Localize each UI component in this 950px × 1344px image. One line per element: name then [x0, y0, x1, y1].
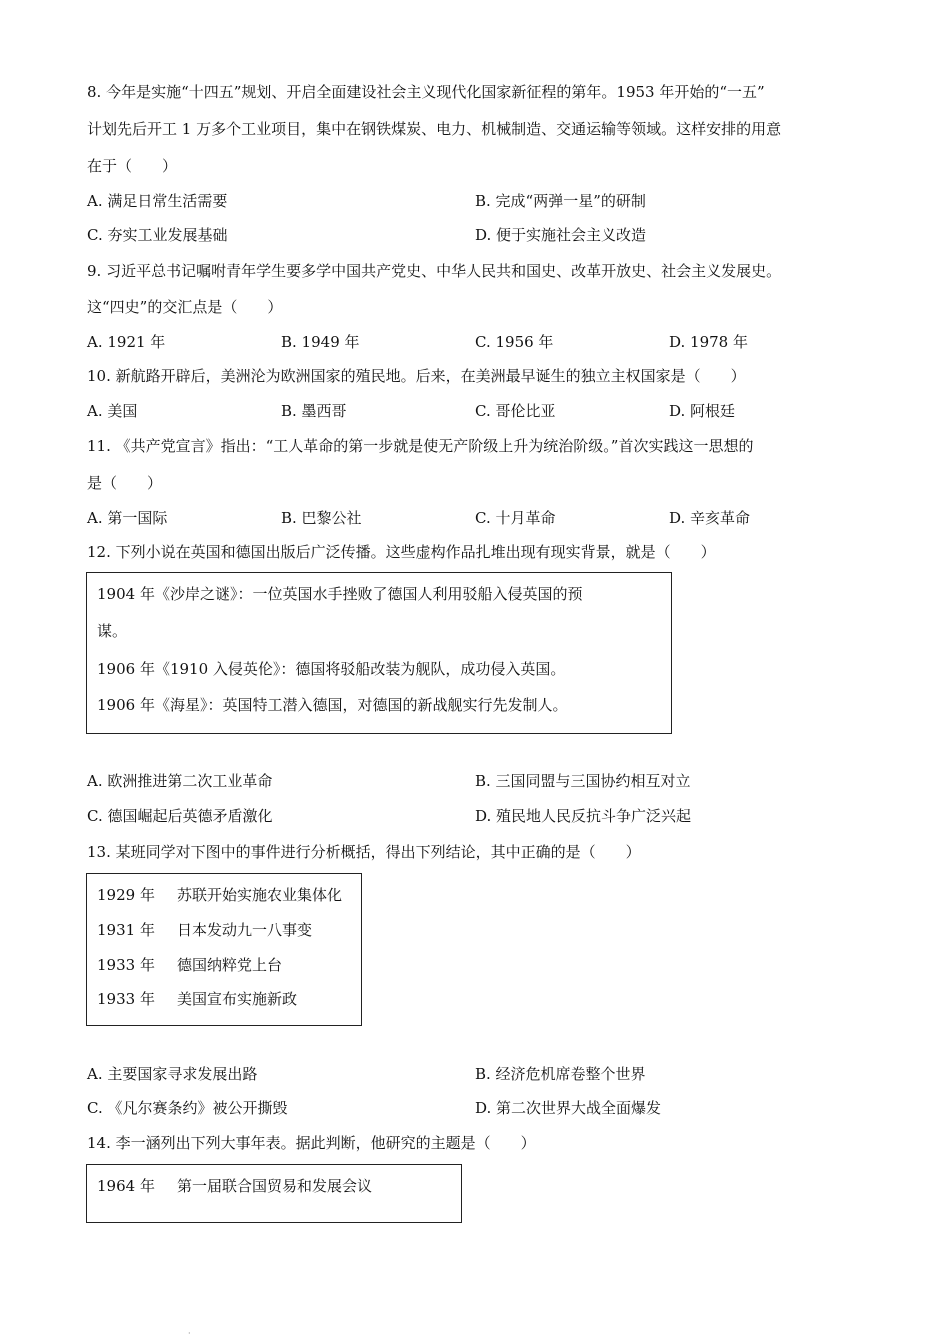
- q12-box-line2: 谋。: [97, 622, 128, 640]
- q12-stem-line1: 12. 下列小说在英国和德国出版后广泛传播。这些虚构作品扎堆出现有现实背景，就是（ ）: [87, 543, 716, 561]
- q8-stem-line3: 在于（ ）: [87, 157, 178, 175]
- q8-stem-line1: 8. 今年是实施“十四五”规划、开启全面建设社会主义现代化国家新征程的第年。1953 年开始的“一五”: [87, 83, 765, 101]
- q9-option-d: D. 1978 年: [669, 333, 748, 351]
- q8-option-a: A. 满足日常生活需要: [87, 192, 228, 210]
- q13-box-row: 1933 年 美国宣布实施新政: [97, 990, 297, 1008]
- q13-option-b: B. 经济危机席卷整个世界: [475, 1065, 646, 1083]
- q13-stem-line1: 13. 某班同学对下图中的事件进行分析概括，得出下列结论，其中正确的是（ ）: [87, 843, 641, 861]
- q13-option-c: C. 《凡尔赛条约》被公开撕毁: [87, 1099, 288, 1117]
- q9-stem-line1: 9. 习近平总书记嘱咐青年学生要多学中国共产党史、中华人民共和国史、改革开放史、社会主义发展史。: [87, 262, 782, 280]
- q10-option-d: D. 阿根廷: [669, 402, 736, 420]
- q12-box-line4: 1906 年《海星》：英国特工潜入德国，对德国的新战舰实行先发制人。: [97, 696, 568, 714]
- q8-option-c: C. 夯实工业发展基础: [87, 226, 228, 244]
- q13-event-box: [86, 873, 362, 1026]
- q9-option-c: C. 1956 年: [475, 333, 554, 351]
- q9-option-a: A. 1921 年: [87, 333, 166, 351]
- q8-option-b: B. 完成“两弹一星”的研制: [475, 192, 646, 210]
- footer-mark: ·: [188, 1329, 191, 1338]
- q12-option-b: B. 三国同盟与三国协约相互对立: [475, 772, 691, 790]
- q14-event-box: [86, 1164, 462, 1223]
- q11-stem-line2: 是（ ）: [87, 474, 163, 492]
- q12-option-d: D. 殖民地人民反抗斗争广泛兴起: [475, 807, 692, 825]
- q11-option-d: D. 辛亥革命: [669, 509, 751, 527]
- q13-option-d: D. 第二次世界大战全面爆发: [475, 1099, 662, 1117]
- q13-box-row: 1931 年 日本发动九一八事变: [97, 921, 312, 939]
- q11-option-a: A. 第一国际: [87, 509, 168, 527]
- q8-option-d: D. 便于实施社会主义改造: [475, 226, 647, 244]
- q13-option-a: A. 主要国家寻求发展出路: [87, 1065, 258, 1083]
- q10-option-a: A. 美国: [87, 402, 138, 420]
- q13-box-row: 1933 年 德国纳粹党上台: [97, 956, 282, 974]
- q14-stem-line1: 14. 李一涵列出下列大事年表。据此判断，他研究的主题是（ ）: [87, 1134, 536, 1152]
- q12-option-a: A. 欧洲推进第二次工业革命: [87, 772, 273, 790]
- q12-box-line3: 1906 年《1910 入侵英伦》：德国将驳船改装为舰队，成功侵入英国。: [97, 660, 566, 678]
- q11-stem-line1: 11. 《共产党宣言》指出：“工人革命的第一步就是使无产阶级上升为统治阶级。”首次实践这一思想的: [87, 437, 754, 455]
- q11-option-c: C. 十月革命: [475, 509, 556, 527]
- q12-box-line1: 1904 年《沙岸之谜》：一位英国水手挫败了德国人利用驳船入侵英国的预: [97, 585, 583, 603]
- q10-option-c: C. 哥伦比亚: [475, 402, 556, 420]
- q10-stem-line1: 10. 新航路开辟后，美洲沦为欧洲国家的殖民地。后来，在美洲最早诞生的独立主权国家是（ ）: [87, 367, 746, 385]
- q10-option-b: B. 墨西哥: [281, 402, 347, 420]
- q13-box-row: 1929 年 苏联开始实施农业集体化: [97, 886, 342, 904]
- q9-option-b: B. 1949 年: [281, 333, 360, 351]
- q12-novel-box: [86, 572, 672, 734]
- q9-stem-line2: 这“四史”的交汇点是（ ）: [87, 298, 283, 316]
- q14-box-row: 1964 年 第一届联合国贸易和发展会议: [97, 1177, 372, 1195]
- q8-stem-line2: 计划先后开工 1 万多个工业项目，集中在钢铁煤炭、电力、机械制造、交通运输等领域。这样安排的用意: [87, 120, 782, 138]
- q11-option-b: B. 巴黎公社: [281, 509, 362, 527]
- q12-option-c: C. 德国崛起后英德矛盾激化: [87, 807, 273, 825]
